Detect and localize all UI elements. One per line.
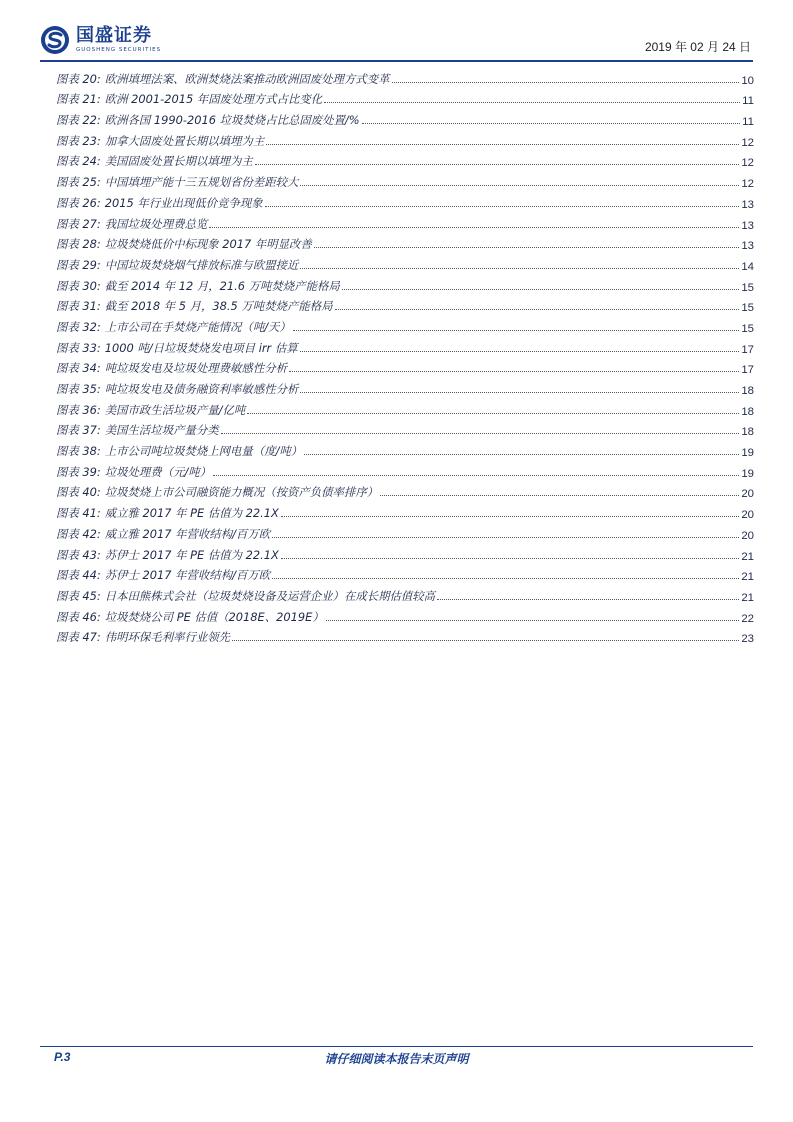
- toc-entry-label: 图表 29:: [56, 257, 101, 272]
- toc-leader-dots: [265, 205, 740, 207]
- toc-entry-page: 13: [741, 198, 754, 211]
- toc-entry-label: 图表 43:: [56, 547, 101, 562]
- toc-entry-page: 12: [741, 157, 754, 170]
- footer-divider: [40, 1046, 753, 1047]
- toc-leader-dots: [255, 163, 740, 165]
- toc-entry[interactable]: [56, 563, 754, 584]
- toc-leader-dots: [266, 143, 739, 145]
- toc-entry-page: 12: [741, 136, 754, 149]
- toc-entry[interactable]: [56, 314, 754, 335]
- toc-entry-page: 15: [741, 302, 754, 315]
- toc-entry-title: 苏伊士 2017 年 PE 估值为 22.1X: [104, 547, 279, 562]
- toc-entry-title: 美国生活垃圾产量分类: [104, 423, 219, 438]
- toc-leader-dots: [380, 494, 739, 496]
- toc-entry[interactable]: [56, 418, 754, 439]
- toc-entry-label: 图表 39:: [56, 464, 101, 479]
- toc-entry-title: 日本田熊株式会社（垃圾焚烧设备及运营企业）在成长期估值较高: [104, 588, 436, 603]
- toc-leader-dots: [209, 226, 739, 228]
- toc-entry-label: 图表 38:: [56, 444, 101, 459]
- toc-entry-title: 美国市政生活垃圾产量/亿吨: [104, 402, 246, 417]
- toc-entry-title: 中国垃圾焚烧烟气排放标准与欧盟接近: [104, 257, 299, 272]
- toc-entry-title: 截至 2014 年 12 月，21.6 万吨焚烧产能格局: [104, 278, 340, 293]
- toc-leader-dots: [293, 329, 740, 331]
- toc-entry-page: 17: [741, 364, 754, 377]
- toc-entry-title: 我国垃圾处理费总览: [104, 216, 208, 231]
- toc-leader-dots: [232, 639, 739, 641]
- toc-entry[interactable]: [56, 480, 754, 501]
- toc-entry-label: 图表 21:: [56, 92, 101, 107]
- toc-entry-title: 2015 年行业出现低价竞争现象: [104, 195, 263, 210]
- toc-leader-dots: [289, 370, 739, 372]
- logo-chinese-name: 国盛证券: [76, 25, 152, 46]
- toc-entry-page: 11: [742, 116, 754, 129]
- toc-entry[interactable]: [56, 604, 754, 625]
- toc-entry[interactable]: [56, 459, 754, 480]
- toc-entry-label: 图表 24:: [56, 154, 101, 169]
- toc-leader-dots: [247, 412, 739, 414]
- toc-entry-label: 图表 45:: [56, 588, 101, 603]
- toc-entry-page: 20: [741, 529, 754, 542]
- company-logo: [40, 22, 161, 58]
- toc-leader-dots: [281, 515, 740, 517]
- toc-leader-dots: [335, 308, 740, 310]
- toc-entry-label: 图表 32:: [56, 319, 101, 334]
- toc-entry[interactable]: [56, 273, 754, 294]
- toc-leader-dots: [437, 598, 739, 600]
- toc-entry-title: 欧洲填埋法案、欧洲焚烧法案推动欧洲固废处理方式变革: [104, 71, 390, 86]
- toc-entry-label: 图表 35:: [56, 382, 101, 396]
- toc-leader-dots: [300, 184, 739, 186]
- toc-leader-dots: [300, 350, 740, 352]
- toc-leader-dots: [300, 267, 739, 269]
- toc-entry-page: 23: [741, 633, 754, 646]
- toc-entry[interactable]: [56, 190, 754, 211]
- toc-entry-page: 21: [741, 550, 754, 563]
- page-header: [40, 22, 753, 62]
- toc-leader-dots: [324, 101, 740, 103]
- toc-entry[interactable]: [56, 87, 754, 108]
- toc-entry-page: 18: [741, 426, 754, 439]
- toc-entry-page: 19: [741, 467, 754, 480]
- toc-leader-dots: [304, 453, 739, 455]
- toc-leader-dots: [272, 577, 739, 579]
- toc-entry-label: 图表 27:: [56, 216, 101, 231]
- toc-entry[interactable]: [56, 107, 754, 128]
- toc-leader-dots: [392, 81, 740, 83]
- toc-entry-page: 20: [741, 509, 754, 522]
- toc-entry[interactable]: [56, 542, 754, 563]
- toc-entry[interactable]: [56, 232, 754, 253]
- toc-entry-label: 图表 44:: [56, 568, 101, 583]
- figure-index-list: [56, 66, 754, 645]
- toc-entry-title: 吨垃圾发电及债务融资利率敏感性分析: [104, 382, 299, 396]
- toc-entry[interactable]: [56, 376, 754, 397]
- toc-entry-title: 威立雅 2017 年营收结构/百万欧: [104, 526, 271, 541]
- toc-entry[interactable]: [56, 252, 754, 273]
- toc-entry[interactable]: [56, 149, 754, 170]
- toc-entry-title: 上市公司在手焚烧产能情况（吨/天）: [104, 319, 291, 334]
- toc-entry-page: 14: [741, 260, 754, 273]
- toc-entry-label: 图表 41:: [56, 506, 101, 521]
- toc-entry-page: 15: [741, 322, 754, 335]
- toc-entry[interactable]: [56, 66, 754, 87]
- toc-entry-page: 20: [741, 488, 754, 501]
- toc-entry-page: 10: [741, 74, 754, 87]
- toc-entry-label: 图表 26:: [56, 195, 101, 210]
- toc-entry-page: 21: [741, 571, 754, 584]
- toc-entry-title: 欧洲 2001-2015 年固废处理方式占比变化: [104, 92, 323, 107]
- toc-entry-title: 垃圾处理费（元/吨）: [104, 464, 212, 479]
- toc-leader-dots: [326, 619, 740, 621]
- toc-entry[interactable]: [56, 211, 754, 232]
- toc-entry-title: 伟明环保毛利率行业领先: [104, 630, 231, 645]
- toc-entry-title: 截至 2018 年 5 月，38.5 万吨焚烧产能格局: [104, 299, 333, 314]
- toc-entry-label: 图表 33:: [56, 340, 101, 355]
- toc-entry[interactable]: [56, 356, 754, 377]
- logo-icon: [40, 25, 70, 55]
- toc-entry-label: 图表 47:: [56, 630, 101, 645]
- toc-entry-title: 垃圾焚烧上市公司融资能力概况（按资产负债率排序）: [104, 485, 379, 500]
- toc-entry[interactable]: [56, 625, 754, 646]
- toc-entry-page: 13: [741, 240, 754, 253]
- toc-entry-page: 18: [741, 385, 754, 397]
- toc-entry-page: 12: [741, 178, 754, 191]
- toc-entry-label: 图表 20:: [56, 71, 101, 86]
- toc-entry-label: 图表 31:: [56, 299, 101, 314]
- toc-leader-dots: [342, 288, 740, 290]
- toc-entry-page: 17: [741, 343, 754, 356]
- toc-leader-dots: [300, 391, 739, 393]
- toc-entry-title: 吨垃圾发电及垃圾处理费敏感性分析: [104, 361, 287, 376]
- toc-entry[interactable]: [56, 583, 754, 604]
- toc-leader-dots: [213, 474, 739, 476]
- toc-entry[interactable]: [56, 438, 754, 459]
- toc-entry-label: 图表 34:: [56, 361, 101, 376]
- toc-entry-label: 图表 28:: [56, 237, 101, 252]
- toc-entry-label: 图表 40:: [56, 485, 101, 500]
- toc-entry[interactable]: [56, 128, 754, 149]
- toc-entry-label: 图表 30:: [56, 278, 101, 293]
- toc-entry-title: 威立雅 2017 年 PE 估值为 22.1X: [104, 506, 279, 521]
- toc-entry-title: 美国固废处置长期以填埋为主: [104, 154, 253, 169]
- toc-leader-dots: [221, 432, 740, 434]
- toc-entry[interactable]: [56, 335, 754, 356]
- toc-entry[interactable]: [56, 294, 754, 315]
- report-date: 2019 年 02 月 24 日: [644, 40, 751, 54]
- toc-entry-title: 垃圾焚烧公司 PE 估值（2018E、2019E）: [104, 609, 324, 624]
- toc-entry-label: 图表 25:: [56, 175, 101, 190]
- toc-entry[interactable]: [56, 397, 754, 418]
- toc-entry-title: 苏伊士 2017 年营收结构/百万欧: [104, 568, 271, 583]
- toc-entry-title: 中国填埋产能十三五规划省份差距较大: [104, 175, 299, 190]
- toc-leader-dots: [314, 246, 740, 248]
- toc-entry-label: 图表 46:: [56, 609, 101, 624]
- page-number: P.3: [54, 1050, 71, 1064]
- toc-leader-dots: [362, 122, 741, 124]
- disclaimer-note: 请仔细阅读本报告末页声明: [324, 1052, 469, 1066]
- toc-entry-page: 11: [742, 95, 754, 108]
- toc-entry-label: 图表 36:: [56, 402, 101, 417]
- toc-entry-label: 图表 37:: [56, 423, 101, 438]
- toc-entry-page: 22: [741, 612, 754, 625]
- toc-entry-title: 上市公司吨垃圾焚烧上网电量（度/吨）: [104, 444, 303, 459]
- toc-entry[interactable]: [56, 500, 754, 521]
- toc-entry-title: 欧洲各国 1990-2016 垃圾焚烧占比总固废处置/%: [104, 113, 360, 128]
- toc-leader-dots: [281, 557, 740, 559]
- toc-entry-label: 图表 23:: [56, 133, 101, 148]
- toc-leader-dots: [272, 536, 739, 538]
- toc-entry[interactable]: [56, 169, 754, 190]
- toc-entry-page: 19: [741, 447, 754, 460]
- toc-entry-title: 加拿大固废处置长期以填埋为主: [104, 133, 265, 148]
- toc-entry-title: 1000 吨/日垃圾焚烧发电项目 irr 估算: [104, 340, 298, 355]
- toc-entry-label: 图表 42:: [56, 526, 101, 541]
- toc-entry-page: 21: [741, 591, 754, 604]
- toc-entry-page: 18: [741, 405, 754, 418]
- toc-entry-label: 图表 22:: [56, 113, 101, 128]
- toc-entry-page: 15: [741, 281, 754, 294]
- logo-english-name: GUOSHENG SECURITIES: [76, 47, 162, 53]
- toc-entry-page: 13: [741, 219, 754, 232]
- toc-entry[interactable]: [56, 521, 754, 542]
- toc-entry-title: 垃圾焚烧低价中标现象 2017 年明显改善: [104, 237, 312, 252]
- header-divider: [40, 60, 753, 62]
